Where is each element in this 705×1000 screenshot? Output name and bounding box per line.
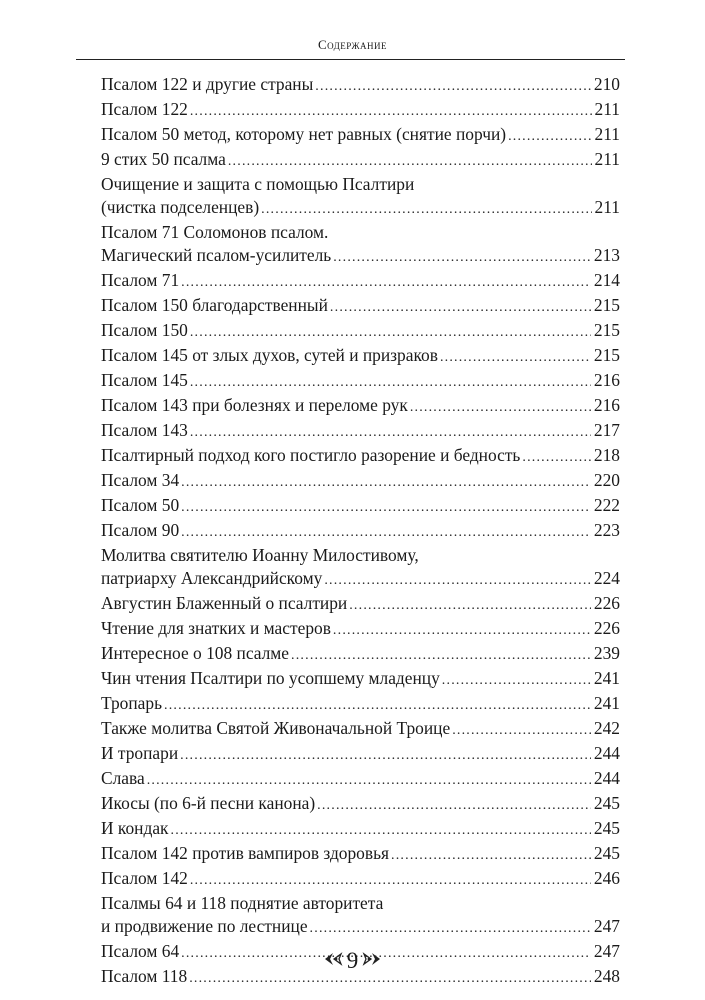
dot-leader: [452, 719, 591, 742]
toc-entry-page: 216: [593, 395, 620, 415]
toc-entry[interactable]: [101, 667, 620, 692]
toc-entry-page: 247: [593, 941, 620, 961]
toc-entry-title: Псалом 142 против вампиров здоровья: [101, 843, 390, 863]
dot-leader: [310, 917, 591, 940]
toc-entry-title: Псалом 34: [101, 470, 180, 490]
toc-entry[interactable]: [101, 469, 620, 494]
toc-entry-page: 226: [593, 618, 620, 638]
toc-entry-title: Псалом 50: [101, 495, 180, 515]
dot-leader: [181, 521, 591, 544]
page-number: 9: [346, 948, 359, 973]
toc-entry-page: 216: [593, 370, 620, 390]
dot-leader: [228, 150, 592, 173]
toc-entry-title: 9 стих 50 псалма: [101, 149, 226, 169]
toc-entry[interactable]: [101, 767, 620, 792]
toc-entry-title: Псалом 64: [101, 941, 180, 961]
toc-entry[interactable]: [101, 73, 620, 98]
toc-entry-title: Псалом 50 метод, которому нет равных (снятие порчи): [101, 124, 507, 144]
running-head: Содержание: [317, 37, 388, 52]
header-divider: [76, 59, 625, 60]
dot-leader: [330, 296, 591, 319]
dot-leader: [291, 644, 591, 667]
toc-entry-title: Тропарь: [101, 693, 163, 713]
toc-entry-page: 215: [593, 295, 620, 315]
toc-entry[interactable]: [101, 717, 620, 742]
dot-leader: [324, 569, 591, 592]
toc-entry-title: Августин Блаженный о псалтири: [101, 593, 348, 613]
toc-entry-title: и продвижение по лестнице: [101, 916, 308, 936]
dot-leader: [333, 619, 591, 642]
toc-entry-page: 211: [594, 99, 620, 119]
dot-leader: [147, 769, 591, 792]
toc-entry[interactable]: [101, 817, 620, 842]
toc-entry-title: Слава: [101, 768, 145, 788]
toc-entry[interactable]: [101, 173, 620, 221]
toc-entry-page: 217: [593, 420, 620, 440]
toc-entry[interactable]: [101, 444, 620, 469]
toc-entry-page: 245: [593, 818, 620, 838]
toc-entry[interactable]: [101, 494, 620, 519]
fleuron-icon: [362, 950, 382, 973]
toc-entry-page: 211: [594, 197, 620, 217]
dot-leader: [261, 198, 591, 221]
table-of-contents: [101, 73, 620, 990]
toc-entry[interactable]: [101, 269, 620, 294]
toc-entry[interactable]: [101, 842, 620, 867]
dot-leader: [442, 669, 591, 692]
toc-entry-title: Чтение для знатких и мастеров: [101, 618, 331, 638]
page-footer: [0, 948, 705, 974]
toc-entry-page: 247: [593, 916, 620, 936]
toc-entry-title: Псалом 118: [101, 966, 188, 986]
toc-entry-title: Чин чтения Псалтири по усопшему младенцу: [101, 668, 440, 688]
toc-entry-page: 214: [593, 270, 620, 290]
toc-entry-title: Также молитва Святой Живоначальной Троице: [101, 718, 451, 738]
toc-entry-page: 222: [593, 495, 620, 515]
toc-entry-page: 213: [593, 245, 620, 265]
toc-entry[interactable]: [101, 792, 620, 817]
dot-leader: [180, 744, 591, 767]
toc-entry-page: 245: [593, 843, 620, 863]
toc-entry-title: Псалом 122: [101, 99, 188, 119]
toc-entry-title: И тропари: [101, 743, 179, 763]
toc-entry[interactable]: [101, 867, 620, 892]
toc-entry-page: 241: [593, 668, 620, 688]
toc-entry-title: патриарху Александрийскому: [101, 568, 323, 588]
toc-entry-page: 244: [593, 743, 620, 763]
toc-entry-title: Интересное о 108 псалме: [101, 643, 290, 663]
toc-entry-title: Псалом 150: [101, 320, 188, 340]
dot-leader: [410, 396, 591, 419]
toc-entry[interactable]: [101, 394, 620, 419]
toc-entry-page: 215: [593, 320, 620, 340]
toc-entry-page: 226: [593, 593, 620, 613]
toc-entry[interactable]: [101, 123, 620, 148]
toc-entry-page: 246: [593, 868, 620, 888]
toc-entry-page: 211: [594, 124, 620, 144]
toc-entry-page: 245: [593, 793, 620, 813]
dot-leader: [333, 246, 591, 269]
dot-leader: [508, 125, 591, 148]
toc-entry[interactable]: [101, 369, 620, 394]
toc-entry-page: 215: [593, 345, 620, 365]
toc-entry-page: 218: [593, 445, 620, 465]
toc-entry-page: 210: [593, 74, 620, 94]
toc-entry-page: 223: [593, 520, 620, 540]
dot-leader: [190, 869, 591, 892]
toc-entry-title-line: Псалом 71 Соломонов псалом.: [101, 222, 329, 242]
toc-entry-title-line: Очищение и защита с помощью Псалтири: [101, 174, 415, 194]
dot-leader: [164, 694, 591, 717]
toc-entry[interactable]: [101, 319, 620, 344]
fleuron-icon: [323, 950, 343, 973]
dot-leader: [190, 421, 591, 444]
toc-entry-title: Псалом 150 благодарственный: [101, 295, 328, 315]
toc-entry-page: 239: [593, 643, 620, 663]
toc-entry-title-line: Псалмы 64 и 118 поднятие авторитета: [101, 893, 384, 913]
dot-leader: [522, 446, 591, 469]
dot-leader: [190, 321, 591, 344]
dot-leader: [315, 75, 591, 98]
dot-leader: [391, 844, 591, 867]
dot-leader: [317, 794, 591, 817]
toc-entry[interactable]: [101, 519, 620, 544]
toc-entry-page: 220: [593, 470, 620, 490]
toc-entry[interactable]: [101, 148, 620, 173]
dot-leader: [181, 471, 591, 494]
toc-entry-title: Псалом 71: [101, 270, 180, 290]
dot-leader: [181, 271, 591, 294]
toc-entry-page: 248: [593, 966, 620, 986]
toc-entry[interactable]: [101, 98, 620, 123]
toc-entry[interactable]: [101, 592, 620, 617]
toc-entry-page: 211: [594, 149, 620, 169]
toc-entry[interactable]: [101, 617, 620, 642]
toc-entry-title-line: Молитва святителю Иоанну Милостивому,: [101, 545, 419, 565]
toc-entry[interactable]: [101, 419, 620, 444]
toc-entry-title: Псалом 145 от злых духов, сутей и призраков: [101, 345, 438, 365]
toc-entry-title: Псалом 143 при болезнях и переломе рук: [101, 395, 408, 415]
toc-entry-title: Псалом 143: [101, 420, 188, 440]
toc-entry-title: Псалтирный подход кого постигло разорение и бедность: [101, 445, 521, 465]
toc-entry-page: 241: [593, 693, 620, 713]
toc-entry-title: Псалом 142: [101, 868, 188, 888]
toc-entry[interactable]: [101, 642, 620, 667]
dot-leader: [349, 594, 591, 617]
toc-entry[interactable]: [101, 742, 620, 767]
toc-entry-page: 242: [593, 718, 620, 738]
dot-leader: [190, 371, 591, 394]
toc-entry-title: Икосы (по 6-й песни канона): [101, 793, 316, 813]
toc-entry-title: И кондак: [101, 818, 169, 838]
toc-entry-title: Псалом 122 и другие страны: [101, 74, 314, 94]
toc-entry[interactable]: [101, 692, 620, 717]
toc-entry[interactable]: [101, 344, 620, 369]
toc-entry-page: 244: [593, 768, 620, 788]
toc-entry-title: Магический псалом-усилитель: [101, 245, 332, 265]
dot-leader: [190, 100, 592, 123]
toc-entry[interactable]: [101, 544, 620, 592]
toc-entry[interactable]: [101, 294, 620, 319]
toc-entry-page: 224: [593, 568, 620, 588]
toc-entry-title: (чистка подселенцев): [101, 197, 260, 217]
toc-entry-title: Псалом 145: [101, 370, 188, 390]
toc-entry[interactable]: [101, 221, 620, 269]
dot-leader: [440, 346, 591, 369]
dot-leader: [171, 819, 591, 842]
toc-entry[interactable]: [101, 892, 620, 940]
toc-entry-title: Псалом 90: [101, 520, 180, 540]
dot-leader: [181, 496, 591, 519]
